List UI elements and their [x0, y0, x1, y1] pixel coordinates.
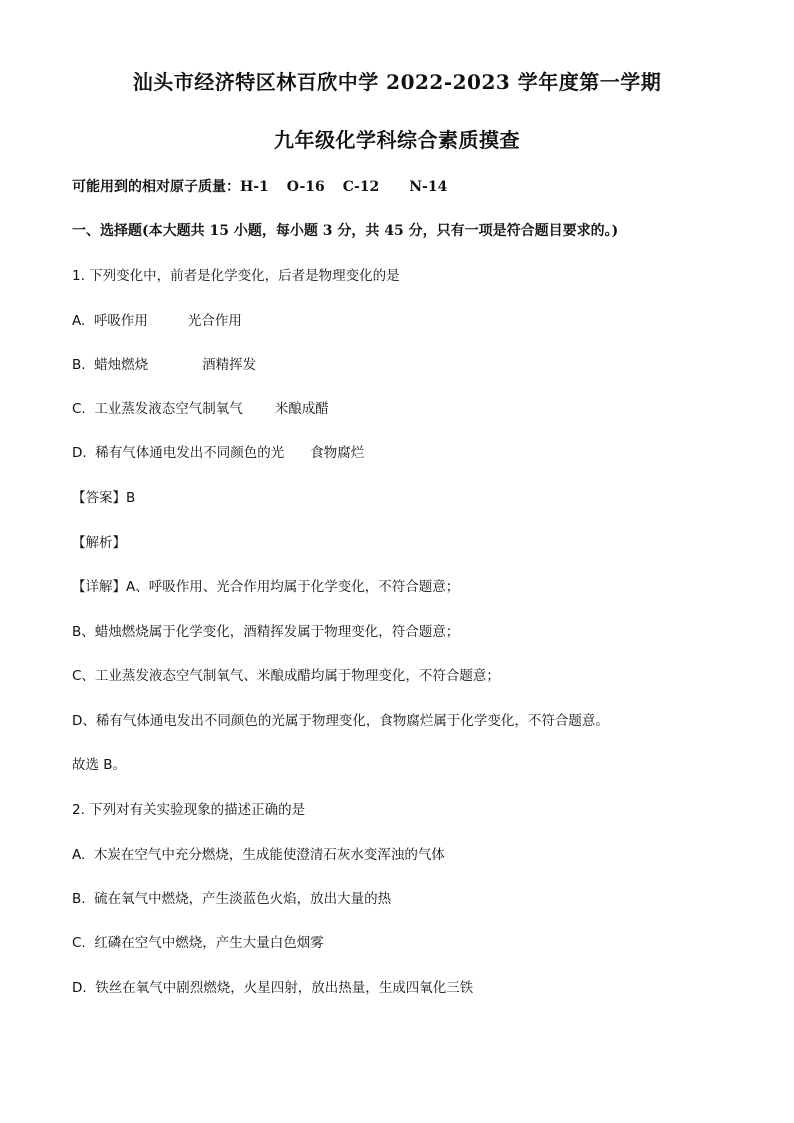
option-text: 铁丝在氧气中剧烈燃烧，火星四射，放出热量，生成四氧化三铁 — [95, 980, 474, 996]
option-letter: D. — [72, 980, 87, 996]
analysis-tag: 【解析】 — [72, 535, 126, 551]
option-letter: B. — [72, 891, 86, 907]
answer-tag: 【答案】 — [72, 490, 126, 506]
answer-line — [72, 488, 135, 508]
explanation-b: B、蜡烛燃烧属于化学变化，酒精挥发属于物理变化，符合题意； — [72, 624, 460, 640]
option-text: 木炭在空气中充分燃烧，生成能使澄清石灰水变浑浊的气体 — [93, 847, 445, 863]
question-2-option-b — [72, 889, 391, 909]
question-1-option-b — [72, 355, 256, 375]
atomic-mass-line — [72, 177, 447, 197]
atomic-mass-label: 可能用到的相对原子质量： — [72, 179, 240, 195]
explanation-c: C、工业蒸发液态空气制氧气、米酿成醋均属于物理变化，不符合题意； — [72, 668, 500, 684]
option-left: 工业蒸发液态空气制氧气 — [94, 401, 243, 417]
option-letter: C. — [72, 935, 86, 951]
atomic-mass-c: C-12 — [342, 179, 380, 195]
question-2-option-a — [72, 845, 445, 865]
option-right: 食物腐烂 — [310, 445, 365, 461]
option-right: 光合作用 — [187, 313, 242, 329]
option-right: 米酿成醋 — [274, 401, 329, 417]
option-letter: D. — [72, 445, 87, 461]
option-text: 硫在氧气中燃烧，产生淡蓝色火焰，放出大量的热 — [94, 891, 392, 907]
document-title-line1: 汕头市经济特区林百欣中学 2022-2023 学年度第一学期 — [132, 70, 662, 94]
question-1-option-c — [72, 399, 329, 419]
atomic-mass-n: N-14 — [409, 179, 448, 195]
section-heading: 一、选择题(本大题共 15 小题，每小题 3 分，共 45 分，只有一项是符合题目要求的。) — [72, 223, 619, 239]
document-title-line2: 九年级化学科综合素质摸查 — [274, 128, 520, 152]
question-2-option-d — [72, 978, 473, 998]
explanation-a-text: A、呼吸作用、光合作用均属于化学变化，不符合题意； — [126, 579, 460, 595]
option-letter: C. — [72, 401, 86, 417]
option-left: 呼吸作用 — [93, 313, 148, 329]
option-letter: A. — [72, 847, 86, 863]
question-1-option-a — [72, 311, 242, 331]
option-letter: B. — [72, 357, 86, 373]
explanation-a — [72, 577, 459, 597]
answer-value: B — [126, 490, 136, 506]
question-1-stem: 1. 下列变化中，前者是化学变化，后者是物理变化的是 — [72, 268, 400, 284]
question-2-option-c — [72, 933, 324, 953]
option-left: 稀有气体通电发出不同颜色的光 — [95, 445, 285, 461]
question-2-stem: 2. 下列对有关实验现象的描述正确的是 — [72, 802, 306, 818]
option-text: 红磷在空气中燃烧，产生大量白色烟雾 — [94, 935, 324, 951]
detail-tag: 【详解】 — [72, 579, 126, 595]
conclusion: 故选 B。 — [72, 757, 127, 773]
question-1-option-d — [72, 443, 364, 463]
explanation-d: D、稀有气体通电发出不同颜色的光属于物理变化，食物腐烂属于化学变化，不符合题意。 — [72, 713, 609, 729]
option-letter: A. — [72, 313, 86, 329]
atomic-mass-o: O-16 — [286, 179, 325, 195]
option-left: 蜡烛燃烧 — [94, 357, 149, 373]
atomic-mass-h: H-1 — [240, 179, 269, 195]
option-right: 酒精挥发 — [202, 357, 257, 373]
